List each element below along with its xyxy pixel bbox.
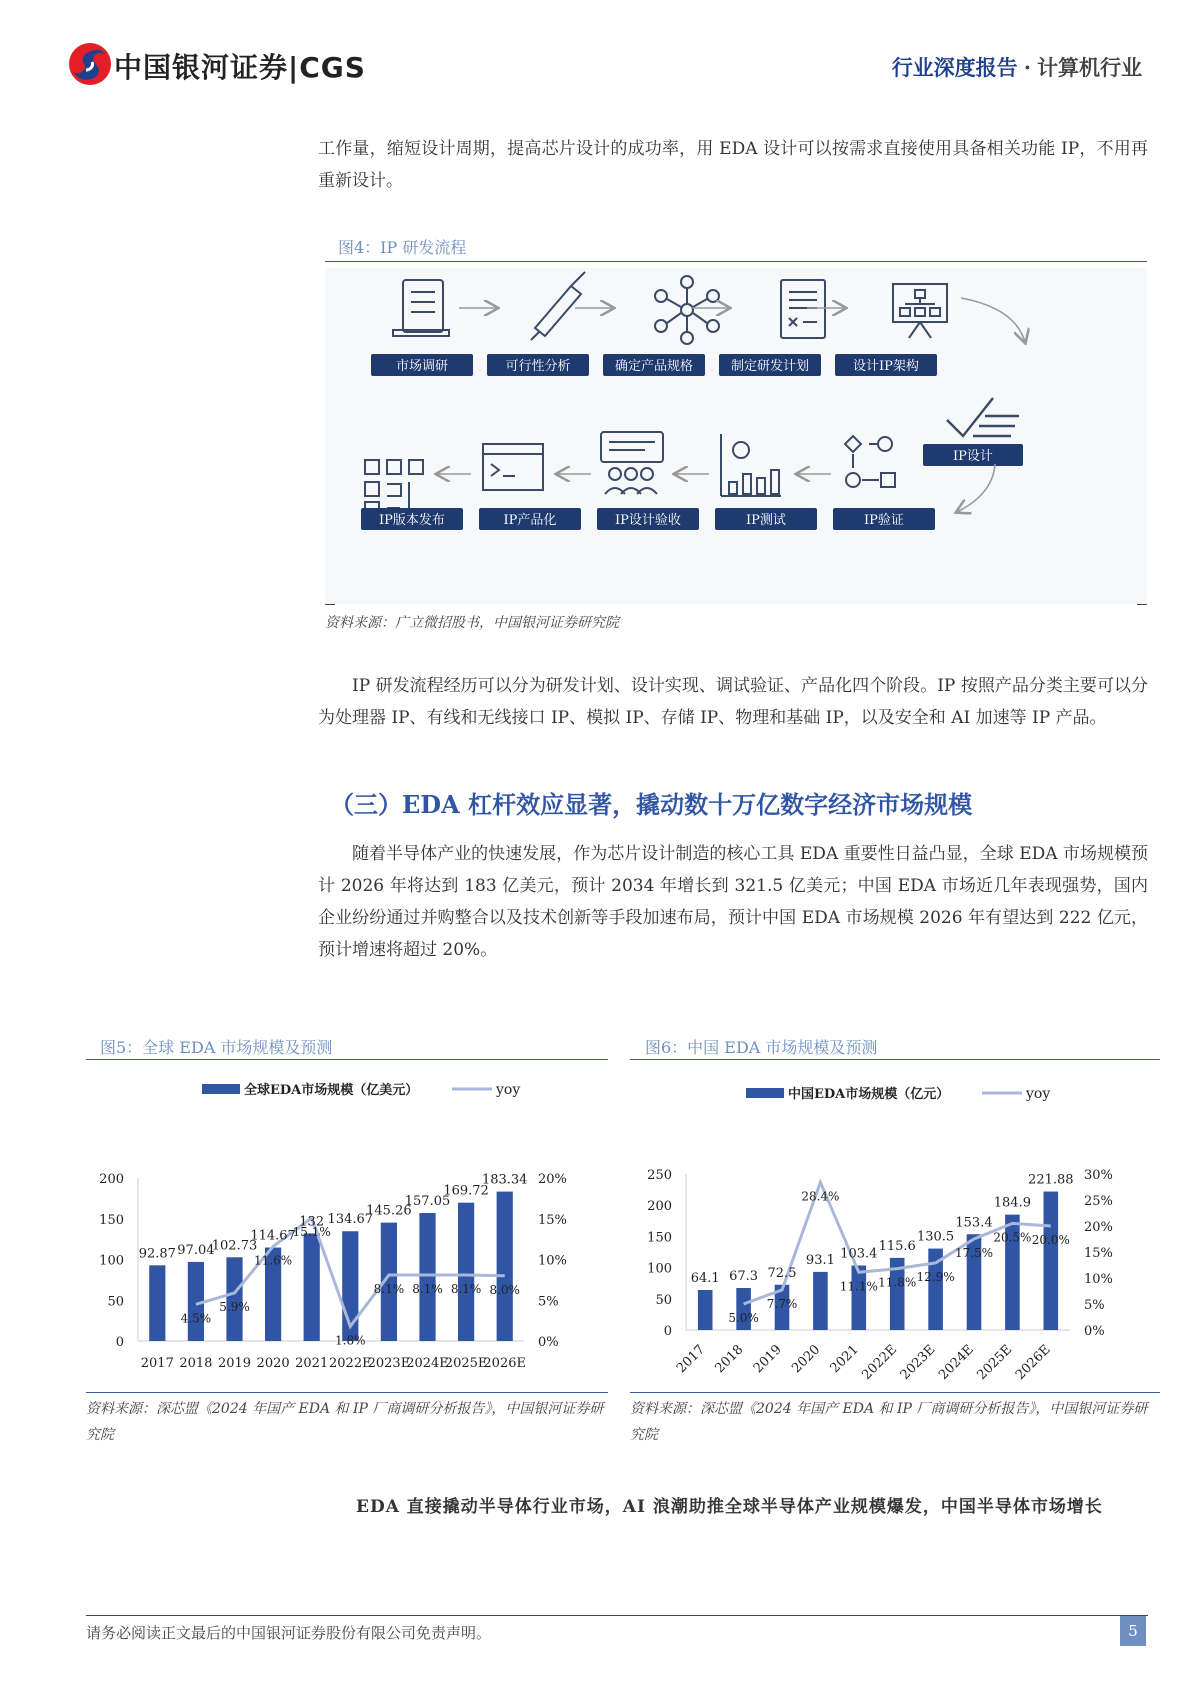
chart5-x-label: 2022E xyxy=(329,1356,372,1371)
chart6-bar-label: 72.5 xyxy=(767,1265,797,1281)
chart5-bar xyxy=(497,1192,513,1341)
chart6-x-label: 2021 xyxy=(827,1342,862,1377)
chart5-x-label: 2026E xyxy=(483,1356,526,1371)
chart5-bar-label: 102.73 xyxy=(211,1238,258,1254)
chart5-y2-tick: 20% xyxy=(538,1172,567,1187)
chart6-y-tick: 50 xyxy=(655,1292,672,1308)
chart6-legend-bar-swatch xyxy=(746,1088,784,1098)
section-title: （三）EDA 杠杆效应显著，撬动数十万亿数字经济市场规模 xyxy=(330,790,973,819)
chart5-bar-label: 157.05 xyxy=(404,1194,451,1210)
chart6-bar-label: 103.4 xyxy=(840,1246,878,1262)
chart5-x-label: 2025E xyxy=(444,1356,488,1371)
chart6-x-label: 2024E xyxy=(936,1342,977,1383)
chart6-y-tick: 200 xyxy=(647,1199,672,1215)
chart6-y2-tick: 10% xyxy=(1084,1272,1113,1287)
chart5-bar-label: 134.67 xyxy=(327,1212,374,1228)
fig6-bottom-rule xyxy=(630,1392,1160,1393)
footer-rule xyxy=(86,1615,1148,1616)
chart5-y-tick: 150 xyxy=(99,1212,124,1228)
chart6-bar-label: 64.1 xyxy=(690,1271,720,1287)
chart5-legend-line-label: yoy xyxy=(496,1082,521,1098)
chart6-yoy-label: 11.8% xyxy=(878,1275,917,1290)
chart6-bar-label: 221.88 xyxy=(1028,1172,1074,1188)
fig5-source: 资料来源：深芯盟《2024 年国产 EDA 和 IP 厂商调研分析报告》，中国银河证券研究院 xyxy=(86,1401,604,1443)
chart5-y2-tick: 15% xyxy=(538,1212,567,1228)
chart6-yoy-label: 17.5% xyxy=(954,1246,994,1260)
chart6-y-tick: 0 xyxy=(663,1324,672,1339)
chart5-x-label: 2018 xyxy=(179,1356,213,1371)
chart5-yoy-label: 15.1% xyxy=(292,1224,331,1239)
chart5-bar xyxy=(304,1233,320,1341)
chart6-x-label: 2019 xyxy=(750,1342,785,1377)
chart5-y-tick: 50 xyxy=(107,1294,124,1310)
fig6-title: 图6：中国 EDA 市场规模及预测 xyxy=(645,1038,878,1057)
chart6-y2-tick: 15% xyxy=(1084,1246,1113,1261)
chart6-y2-tick: 5% xyxy=(1084,1298,1105,1313)
chart6-yoy-label: 12.9% xyxy=(916,1269,955,1284)
chart5-yoy-label: 4.5% xyxy=(180,1311,212,1326)
chart5-y-tick: 200 xyxy=(99,1172,124,1187)
chart6-bar-label: 67.3 xyxy=(729,1269,759,1285)
chart6-y-tick: 250 xyxy=(647,1168,672,1183)
chart5-yoy-label: 8.1% xyxy=(412,1281,443,1296)
chart6-x-label: 2017 xyxy=(674,1342,709,1377)
step-label-2: 可行性分析 xyxy=(505,359,571,374)
chart5-bar-label: 97.04 xyxy=(177,1242,215,1258)
chart6-legend-line-label: yoy xyxy=(1026,1086,1051,1102)
chart6-bar xyxy=(698,1290,713,1330)
ip-flow-diagram xyxy=(325,268,1147,604)
chart6-y2-tick: 20% xyxy=(1084,1220,1113,1235)
chart6-y-tick: 150 xyxy=(647,1230,672,1246)
semiconductor-paragraph: EDA 直接撬动半导体行业市场，AI 浪潮助推全球半导体产业规模爆发，中国半导体市场增长 xyxy=(356,1497,1103,1517)
chart5-bar xyxy=(419,1213,435,1341)
intro-paragraph: 工作量，缩短设计周期，提高芯片设计的成功率，用 EDA 设计可以按需求直接使用具备相关功能 IP，不用再重新设计。 xyxy=(318,139,1148,191)
header-separator: · xyxy=(1023,55,1031,80)
chart5-bar-label: 145.26 xyxy=(366,1203,412,1219)
chart5-x-label: 2019 xyxy=(217,1356,252,1371)
chart5-y-tick: 100 xyxy=(99,1253,124,1269)
fig6-source: 资料来源：深芯盟《2024 年国产 EDA 和 IP 厂商调研分析报告》，中国银河证券研究院 xyxy=(630,1401,1148,1443)
step-label-5: 设计IP架构 xyxy=(853,359,919,374)
step-label-1: 市场调研 xyxy=(395,359,449,374)
chart5-bar-label: 169.72 xyxy=(443,1183,489,1199)
chart5-legend xyxy=(202,1082,520,1098)
chart5-yoy-label: 1.8% xyxy=(335,1333,366,1348)
chart6-y-tick: 100 xyxy=(647,1261,672,1277)
chart5-bar-label: 114.67 xyxy=(250,1228,296,1244)
chart6-bar-label: 93.1 xyxy=(805,1252,835,1268)
chart5-x-label: 2023E xyxy=(367,1356,411,1371)
chart5-yoy-label: 8.1% xyxy=(373,1281,405,1296)
fig4-source: 资料来源：广立微招股书，中国银河证券研究院 xyxy=(325,615,619,631)
chart5-bar xyxy=(149,1265,165,1341)
fig4-title: 图4：IP 研发流程 xyxy=(338,238,467,257)
chart6-bar-label: 153.4 xyxy=(955,1215,993,1231)
step-label-3: 确定产品规格 xyxy=(614,359,694,374)
chart6-bar-label: 130.5 xyxy=(916,1229,955,1245)
fig4-corner-mark xyxy=(325,604,335,605)
chart5-x-label: 2021 xyxy=(295,1356,329,1371)
chart6-yoy-label: 20.5% xyxy=(993,1230,1032,1245)
chart5-x-label: 2017 xyxy=(140,1356,174,1371)
chart5-bar xyxy=(458,1203,474,1341)
chart5-yoy-label: 5.9% xyxy=(219,1299,250,1314)
china-eda-chart xyxy=(630,1066,1160,1392)
chart5-y-tick: 0 xyxy=(115,1335,124,1350)
chart6-y2-tick: 25% xyxy=(1084,1194,1113,1209)
chart6-yoy-label: 28.4% xyxy=(801,1189,840,1204)
industry-name: 计算机行业 xyxy=(1037,55,1142,80)
chart5-x-label: 2024E xyxy=(406,1356,449,1371)
diagram-background xyxy=(325,268,1147,604)
chart5-bar-label: 183.34 xyxy=(481,1172,528,1188)
fig6-title-rule xyxy=(630,1059,1160,1060)
chart6-legend xyxy=(746,1086,1050,1102)
chart5-legend-bar-label: 全球EDA市场规模（亿美元） xyxy=(244,1083,419,1098)
cgs-logo-icon xyxy=(68,42,112,86)
chart6-x-label: 2022E xyxy=(859,1342,901,1383)
step-label-11: IP版本发布 xyxy=(379,513,445,528)
chart6-bar xyxy=(813,1272,828,1330)
chart6-yoy-label: 20.0% xyxy=(1031,1233,1070,1247)
chart5-yoy-label: 8.0% xyxy=(489,1282,520,1297)
step-label-10: IP产品化 xyxy=(503,513,557,528)
fig4-title-rule xyxy=(325,261,1147,262)
chart5-y2-tick: 5% xyxy=(538,1294,559,1310)
chart6-x-label: 2020 xyxy=(789,1342,824,1377)
report-category xyxy=(892,52,1142,82)
chart6-y2-tick: 0% xyxy=(1084,1324,1105,1339)
footer-disclaimer: 请务必阅读正文最后的中国银河证券股份有限公司免责声明。 xyxy=(86,1624,492,1642)
chart6-bar-label: 184.9 xyxy=(993,1195,1032,1211)
chart6-x-label: 2023E xyxy=(897,1342,939,1383)
chart6-y2-tick: 30% xyxy=(1084,1168,1113,1183)
chart6-x-label: 2026E xyxy=(1012,1342,1054,1383)
chart5-legend-bar-swatch xyxy=(202,1084,240,1094)
chart5-y2-tick: 0% xyxy=(538,1335,559,1350)
eda-market-paragraph: 随着半导体产业的快速发展，作为芯片设计制造的核心工具 EDA 重要性日益凸显，全球 EDA 市场规模预计 2026 年将达到 183 亿美元，预计 2034 年增长到 321.5 亿美元；中国 EDA 市场近几年表现强势，国内企业纷纷通过并购整合以及技术创新等手段加速布局，预计中国 EDA 市场规模 2026 年有望达到 222 亿元，预计增速将超过 20%。 xyxy=(318,844,1148,960)
chart6-x-label: 2025E xyxy=(974,1342,1016,1383)
step-label-7: IP验证 xyxy=(864,513,904,528)
chart5-y2-tick: 10% xyxy=(538,1253,567,1269)
chart6-yoy-label: 11.1% xyxy=(839,1279,878,1294)
fig5-title-rule xyxy=(86,1059,608,1060)
report-type: 行业深度报告 xyxy=(891,55,1018,80)
fig5-bottom-rule xyxy=(86,1392,608,1393)
step-label-9: IP设计验收 xyxy=(615,513,681,528)
chart6-legend-bar-label: 中国EDA市场规模（亿元） xyxy=(788,1087,950,1102)
fig5-title: 图5：全球 EDA 市场规模及预测 xyxy=(100,1038,333,1057)
page-number: 5 xyxy=(1120,1616,1146,1646)
ip-process-paragraph: IP 研发流程经历可以分为研发计划、设计实现、调试验证、产品化四个阶段。IP 按照产品分类主要可以分为处理器 IP、有线和无线接口 IP、模拟 IP、存储 IP、物理和基础 IP，以及安全和 AI 加速等 IP 产品。 xyxy=(318,676,1148,728)
chart6-yoy-label: 5.0% xyxy=(728,1311,759,1325)
chart6-bar-label: 115.6 xyxy=(878,1238,916,1254)
step-label-8: IP测试 xyxy=(746,513,786,528)
chart5-bar-label: 132 xyxy=(299,1214,325,1230)
chart5-x-label: 2020 xyxy=(256,1356,290,1371)
chart5-yoy-label: 8.1% xyxy=(450,1281,482,1296)
global-eda-chart xyxy=(86,1066,608,1392)
fig4-corner-mark xyxy=(1137,604,1147,605)
chart6-yoy-label: 7.7% xyxy=(766,1296,798,1311)
chart5-bar-label: 92.87 xyxy=(138,1246,176,1262)
brand-name: 中国银河证券|CGS xyxy=(114,51,366,84)
chart6-x-label: 2018 xyxy=(712,1342,747,1377)
step-label-6: IP设计 xyxy=(953,449,993,464)
chart6-bar xyxy=(1044,1192,1059,1330)
chart5-yoy-label: 11.6% xyxy=(254,1253,293,1268)
chart6-bar xyxy=(852,1265,867,1330)
step-label-4: 制定研发计划 xyxy=(730,359,810,374)
